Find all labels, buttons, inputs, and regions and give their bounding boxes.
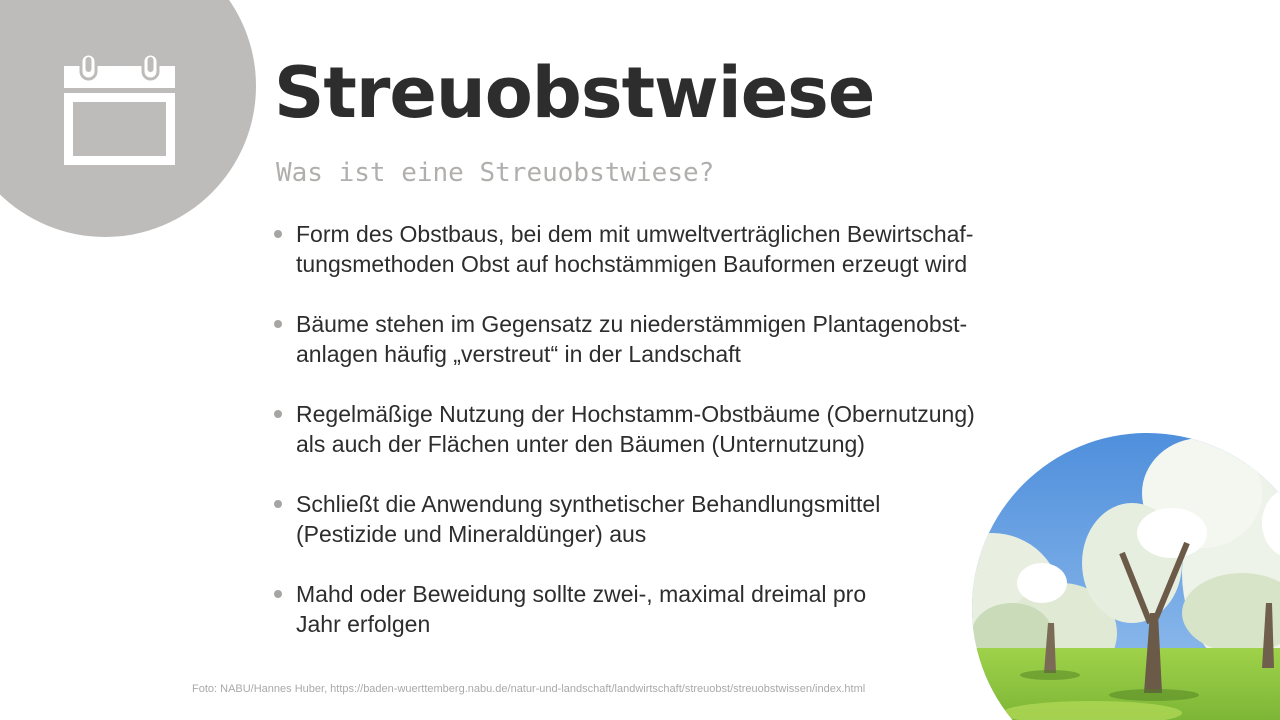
bullet-dot bbox=[274, 590, 282, 598]
calendar-icon bbox=[60, 52, 180, 170]
photo-caption: Foto: NABU/Hannes Huber, https://baden-wuerttemberg.nabu.de/natur-und-landschaft/landwirtschaft/streuobst/streuobstwissen/index.html bbox=[192, 683, 866, 695]
bullet-item bbox=[274, 399, 1074, 459]
bullet-dot bbox=[274, 320, 282, 328]
bullet-line: Mahd oder Beweidung sollte zwei-, maximal dreimal pro bbox=[296, 581, 867, 607]
bullet-list bbox=[274, 219, 1074, 669]
bullet-dot bbox=[274, 410, 282, 418]
bullet-line: Jahr erfolgen bbox=[296, 611, 431, 637]
bullet-line: Bäume stehen im Gegensatz zu niederstämmigen Plantagenobst- bbox=[296, 311, 968, 337]
bullet-item bbox=[274, 489, 1074, 549]
page-title: Streuobstwiese bbox=[274, 52, 875, 134]
bullet-item bbox=[274, 219, 1074, 279]
bullet-line: Form des Obstbaus, bei dem mit umweltverträglichen Bewirtschaf- bbox=[296, 221, 974, 247]
bullet-line: Schließt die Anwendung synthetischer Behandlungsmittel bbox=[296, 491, 881, 517]
bullet-dot bbox=[274, 500, 282, 508]
bullet-dot bbox=[274, 230, 282, 238]
bullet-line: anlagen häufig „verstreut“ in der Landschaft bbox=[296, 341, 741, 367]
bullet-line: tungsmethoden Obst auf hochstämmigen Bauformen erzeugt wird bbox=[296, 251, 968, 277]
bullet-line: als auch der Flächen unter den Bäumen (Unternutzung) bbox=[296, 431, 865, 457]
page-subtitle: Was ist eine Streuobstwiese? bbox=[276, 158, 715, 188]
bullet-line: (Pestizide und Mineraldünger) aus bbox=[296, 521, 647, 547]
bullet-item bbox=[274, 309, 1074, 369]
bullet-item bbox=[274, 579, 1074, 639]
bullet-line: Regelmäßige Nutzung der Hochstamm-Obstbäume (Obernutzung) bbox=[296, 401, 975, 427]
